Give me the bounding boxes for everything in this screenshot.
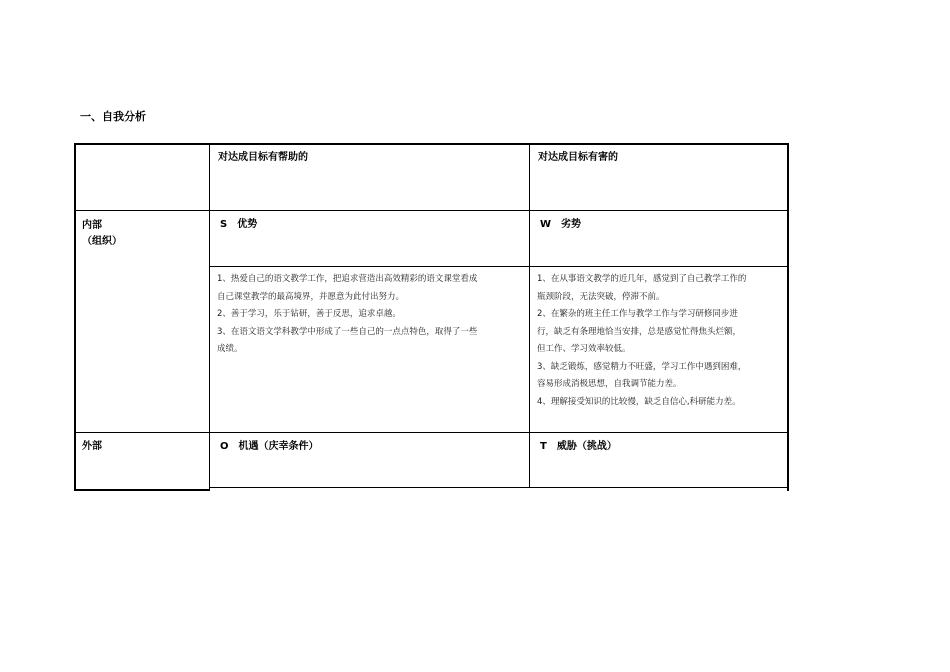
table-border-bottom-left bbox=[74, 489, 210, 491]
header-helpful: 对达成目标有帮助的 bbox=[218, 152, 308, 163]
weaknesses-line: 容易形成消极思想，自我调节能力差。 bbox=[537, 379, 682, 389]
internal-label bbox=[82, 218, 122, 250]
weaknesses-line: 2、在繁杂的班主任工作与教学工作与学习研修同步进 bbox=[537, 309, 738, 319]
internal-label-line1: 内部 bbox=[82, 220, 102, 231]
internal-label-line2: （组织） bbox=[82, 236, 122, 247]
weaknesses-line: 行，缺乏有条理地恰当安排，总是感觉忙得焦头烂额， bbox=[537, 326, 742, 337]
row-divider-inner bbox=[210, 266, 789, 267]
column-divider-1 bbox=[209, 143, 210, 491]
weaknesses-line: 4、理解接受知识的比较慢，缺乏自信心,科研能力差。 bbox=[537, 396, 741, 407]
strengths-line: 自己课堂教学的最高境界，并愿意为此付出努力。 bbox=[217, 291, 405, 302]
column-divider-2 bbox=[529, 143, 530, 487]
opportunities-heading: O 机遇（庆幸条件） bbox=[220, 441, 319, 452]
section-title: 一、自我分析 bbox=[80, 110, 146, 123]
table-border-top bbox=[74, 143, 789, 145]
strengths-line: 2、善于学习，乐于钻研，善于反思，追求卓越。 bbox=[217, 309, 401, 319]
table-border-right bbox=[787, 143, 789, 491]
strengths-line: 1、热爱自己的语文教学工作，把追求营造出高效精彩的语文课堂看成 bbox=[217, 274, 478, 284]
weaknesses-content bbox=[537, 271, 785, 411]
table-border-left bbox=[74, 143, 76, 491]
weaknesses-line: 瓶颈阶段，无法突破，停滞不前。 bbox=[537, 291, 665, 302]
strengths-content bbox=[217, 271, 525, 359]
strengths-line: 3、在语文语文学科教学中形成了一些自己的一点点特色，取得了一些 bbox=[217, 326, 478, 337]
strengths-line: 成绩。 bbox=[217, 344, 243, 354]
threats-heading: T 威胁（挑战） bbox=[540, 441, 617, 452]
strengths-heading: S 优势 bbox=[220, 219, 258, 230]
weaknesses-line: 但工作、学习效率较低。 bbox=[537, 344, 631, 354]
swot-table bbox=[74, 143, 789, 491]
weaknesses-line: 1、在从事语文教学的近几年，感觉到了自己教学工作的 bbox=[537, 274, 747, 284]
header-harmful: 对达成目标有害的 bbox=[538, 152, 618, 163]
weaknesses-heading: W 劣势 bbox=[540, 219, 582, 230]
table-border-bottom-right bbox=[210, 487, 789, 488]
row-divider-header bbox=[74, 210, 789, 211]
external-label: 外部 bbox=[82, 441, 102, 452]
row-divider-external bbox=[74, 432, 789, 433]
weaknesses-line: 3、缺乏锻炼，感觉精力不旺盛，学习工作中遇到困难， bbox=[537, 361, 747, 372]
